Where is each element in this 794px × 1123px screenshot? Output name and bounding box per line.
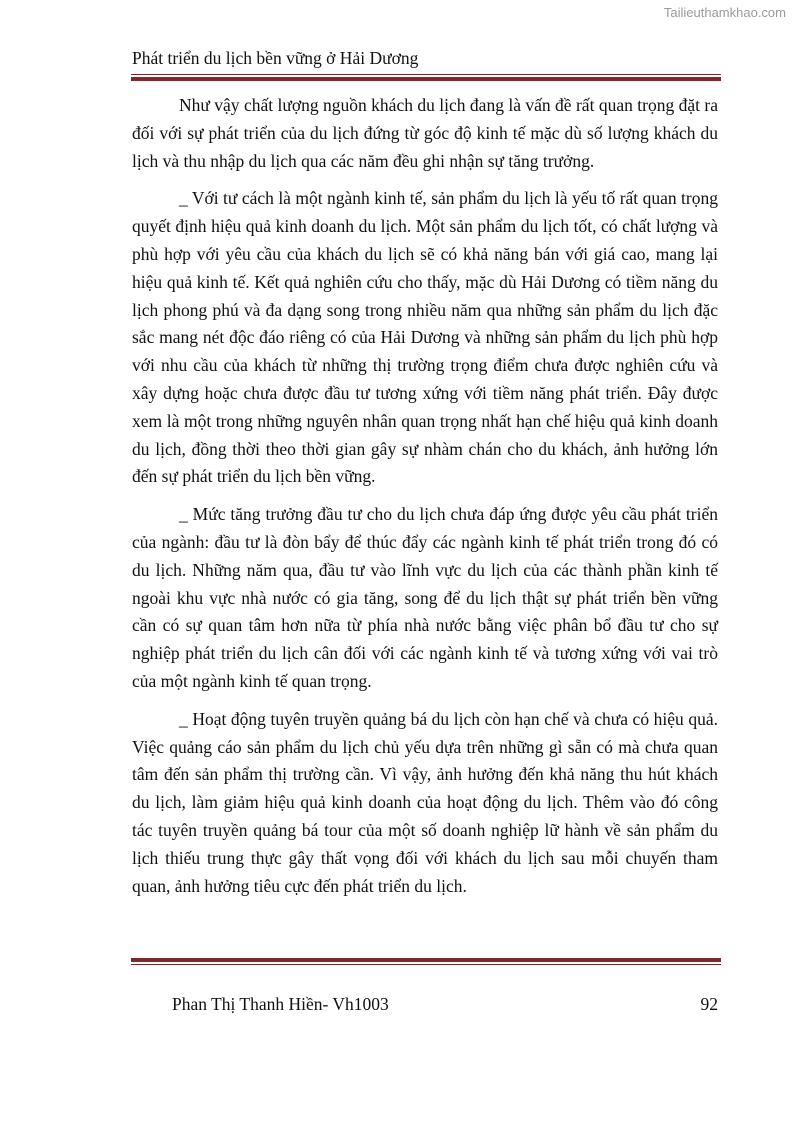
footer-page-number: 92 (700, 994, 718, 1014)
paragraph-1: Như vậy chất lượng nguồn khách du lịch đang là vấn đề rất quan trọng đặt ra đối với sự phát triển của du lịch đứng từ góc độ kinh tế mặc dù số lượng khách du lịch và thu nhập du lịch qua các năm đều ghi nhận sự tăng trưởng. (132, 95, 718, 171)
paragraph-2: _ Với tư cách là một ngành kinh tế, sản phẩm du lịch là yếu tố rất quan trọng quyết định hiệu quả kinh doanh du lịch. Một sản phẩm du lịch tốt, có chất lượng và phù hợp với yêu cầu của khách du lịch sẽ có khả năng bán với giá cao, mang lại hiệu quả kinh tế. Kết quả nghiên cứu cho thấy, mặc dù Hải Dương có tiềm năng du lịch phong phú và đa dạng song trong nhiều năm qua những sản phẩm du lịch đặc sắc mang nét độc đáo riêng có của Hải Dương và những sản phẩm du lịch phù hợp với nhu cầu của khách từ những thị trường trọng điểm chưa được nghiên cứu và xây dựng hoặc chưa được đầu tư tương xứng với tiềm năng phát triển. Đây được xem là một trong những nguyên nhân quan trọng nhất hạn chế hiệu quả kinh doanh du lịch, đồng thời theo thời gian gây sự nhàm chán cho du khách, ảnh hưởng lớn đến sự phát triển du lịch bền vững. (132, 188, 718, 487)
footer-author: Phan Thị Thanh Hiền- Vh1003 (172, 994, 389, 1014)
document-body (132, 92, 718, 910)
paragraph-4: _ Hoạt động tuyên truyền quảng bá du lịch còn hạn chế và chưa có hiệu quả. Việc quảng cáo sản phẩm du lịch chủ yếu dựa trên những gì sẵn có mà chưa quan tâm đến sản phẩm thị trường cần. Vì vậy, ảnh hưởng đến khả năng thu hút khách du lịch, làm giảm hiệu quả kinh doanh của hoạt động du lịch. Thêm vào đó công tác tuyên truyền quảng bá tour của một số doanh nghiệp lữ hành về sản phẩm du lịch thiếu trung thực gây thất vọng đối với khách du lịch sau mỗi chuyến tham quan, ảnh hưởng tiêu cực đến phát triển du lịch. (132, 708, 718, 896)
watermark: Tailieuthamkhao.com (663, 5, 786, 20)
page-header-title: Phát triển du lịch bền vững ở Hải Dương (132, 48, 419, 68)
header-divider (131, 74, 721, 81)
footer-divider (131, 958, 721, 965)
paragraph-3: _ Mức tăng trưởng đầu tư cho du lịch chưa đáp ứng được yêu cầu phát triển của ngành: đầu tư là đòn bẩy để thúc đẩy các ngành kinh tế phát triển trong đó có du lịch. Những năm qua, đầu tư vào lĩnh vực du lịch của các thành phần kinh tế ngoài khu vực nhà nước có gia tăng, song để du lịch thật sự phát triển bền vững cần có sự quan tâm hơn nữa từ phía nhà nước bằng việc phân bổ đầu tư cho sự nghiệp phát triển du lịch cân đối với các ngành kinh tế và tương xứng với vai trò của một ngành kinh tế quan trọng. (132, 504, 718, 691)
